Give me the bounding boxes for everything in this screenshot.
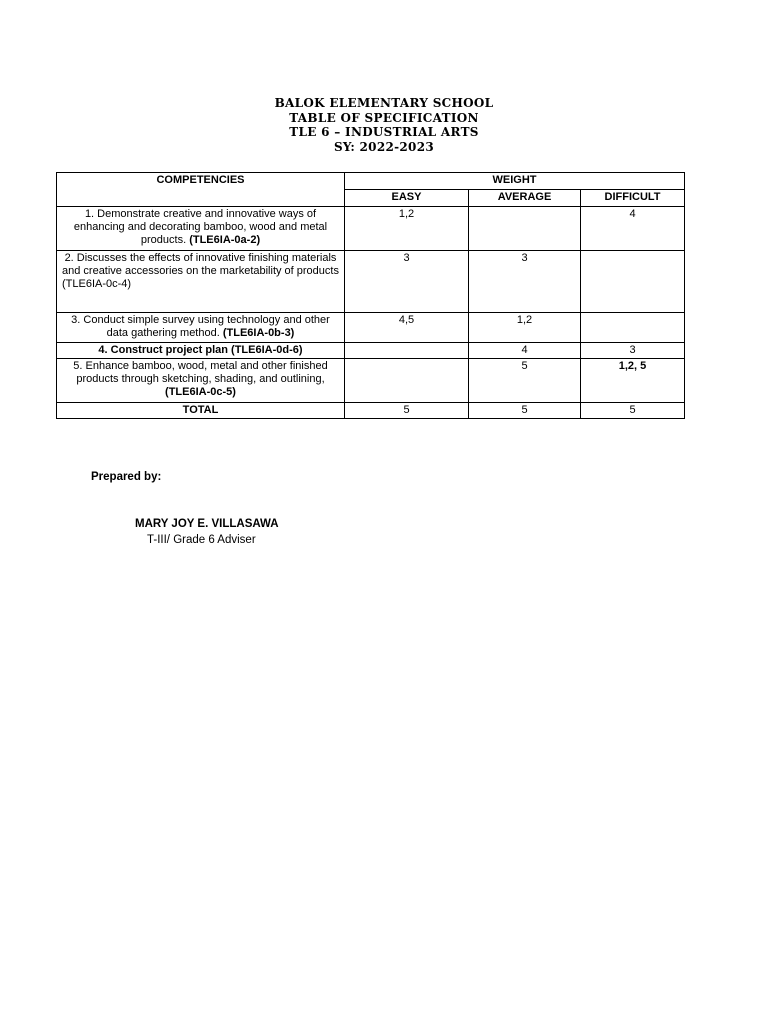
competencies-header: COMPETENCIES [57,173,345,207]
difficult-cell [581,313,685,343]
competency-cell [57,313,345,343]
prepared-by-label: Prepared by: [91,471,162,483]
average-cell: 3 [469,251,581,313]
average-header: AVERAGE [469,190,581,207]
easy-header: EASY [345,190,469,207]
difficult-cell: 4 [581,207,685,251]
subject-title: TLE 6 – INDUSTRIAL ARTS [289,125,479,139]
difficult-cell: 1,2, 5 [581,359,685,403]
school-year: SY: 2022-2023 [333,139,435,154]
competency-code: (TLE6IA-0a-2) [189,234,261,246]
competency-text: 1. Demonstrate creative and innovative ways of enhancing and decorating bamboo, wood and metal products. [73,208,328,246]
easy-cell [345,343,469,359]
weight-header: WEIGHT [345,173,685,190]
total-row [57,403,685,419]
competency-code: (TLE6IA-0b-3) [222,327,295,339]
easy-cell: 1,2 [345,207,469,251]
total-label: TOTAL [57,403,345,419]
easy-cell [345,359,469,403]
table-row [57,251,685,313]
difficult-cell: 3 [581,343,685,359]
table-row [57,359,685,403]
competency-cell [57,343,345,359]
easy-cell: 4,5 [345,313,469,343]
competency-text: 2. Discusses the effects of innovative finishing materials and creative accessories on the marketability of products (TLE6IA-0c-4) [62,252,339,290]
school-name: BALOK ELEMENTARY SCHOOL [274,96,494,110]
competency-cell [57,251,345,313]
competency-code: (TLE6IA-0c-5) [165,386,236,398]
document-title: TABLE OF SPECIFICATION [289,110,479,125]
average-cell: 4 [469,343,581,359]
competency-text: 5. Enhance bamboo, wood, metal and other finished products through sketching, shading, and outlining, [73,360,328,385]
competency-cell [57,207,345,251]
difficult-cell [581,251,685,313]
table-header-row [57,173,685,190]
table-row [57,207,685,251]
easy-cell: 3 [345,251,469,313]
competency-cell [57,359,345,403]
total-average: 5 [469,403,581,419]
preparer-name: MARY JOY E. VILLASAWA [135,518,279,530]
difficult-header: DIFFICULT [581,190,685,207]
document-header [0,96,768,154]
competency-text: 3. Conduct simple survey using technology and other data gathering method. [71,314,330,339]
competency-text: 4. Construct project plan (TLE6IA-0d-6) [98,344,303,356]
average-cell: 1,2 [469,313,581,343]
specification-table [56,172,685,419]
average-cell [469,207,581,251]
table-row [57,343,685,359]
preparer-position: T-III/ Grade 6 Adviser [147,534,256,546]
total-easy: 5 [345,403,469,419]
average-cell: 5 [469,359,581,403]
total-difficult: 5 [581,403,685,419]
table-row [57,313,685,343]
